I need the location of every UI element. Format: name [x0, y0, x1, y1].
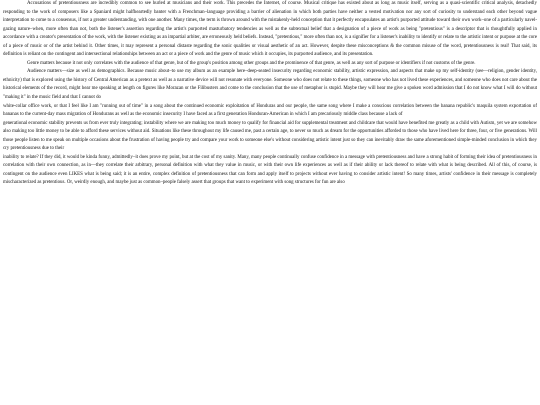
paragraph-pretentiousness-intro: Accusations of pretentiousness are incredibly common to see hurled at musicians and their work. This precedes the Internet, of course. Musical critique has existed about as long as music itself, serving as a quasi-scientific critical analysis, detachedly responding to the work of composers like a Spaniard might halfheartedly banter with a Frenchman–language providing a barrier of alienation in which both parties have neither a vested motivation nor any sort of curiosity to understand each other beyond vague interpretation to come to a consensus, if not a greater understanding, with one another. Many times, the term is thrown around with the mistakenly-held conception that it perfectly encapsulates an artist's purported attitude toward their own work–one of a particularly navel-gazing nature–when, more often than not, both the listener's assertion regarding the artist's purported masturbatory tendencies as well as the subtextual belief that a designation of a piece of work as being "pretentious" is a descriptor that is thoughtfully applied in accordance with a creator's presentation of the work, with the listener existing as an impartial arbiter, are erroneously held beliefs. Instead, "pretentious," more often than not, is a signifier for a listener's inability to identify or relate to the artistic intent or purpose at the core of a piece of music or of the artist behind it. Other times, it may represent a personal distaste regarding the sonic qualities or visual aesthetic of an act. However, despite these misconceptions & the common misuse of the word, pretentiousness is real! That said, its definition is reliant on the contingent and intersectional relationships between an act or a piece of work and the genre of music which it occupies, its purported audience, and its presentation.: [3, 1, 537, 58]
paragraph-inability-to-relate: inability to relate? If they did, it would be kinda funny, admittedly–it does prove my point, but at the cost of my sanity. Many, many people continually confuse confidence in a message with pretentiousness and have a strong habit of forming their idea of pretentiousness in correlation with their own connection, as in—they correlate their arbitrary, personal definition with what they value in music, or with their own life experiences as well as if their ability or lack thereof to relate with what is being described. All of this, of course, is contingent on the audience even LIKES what is being said; it is an entire, complex definition of pretentiousness that can form and apply itself to projects without ever having to consider artistic intent! So many times, artists' confidence in their message is completely mischaracterized as pretentious. Or, weirdly enough, and maybe just as common–people falsely assert that groups that want to experiment with song structures for fun are also: [3, 154, 537, 186]
paragraph-audience: Audience matters—size as well as demographics. Because music about–to use my album as an example here–deep-seated insecurity regarding economic stability, artistic expression, and aspects that make up my self-identity (see—religion, gender identity, ethnicity) that is explored using the history of Central American as a pretext as well as a narrative device will not resonate with everyone. Someone who does not relate to these things, someone who has not lived these experiences, and someone who does not care about the historical elements of the record, might hear me speaking at length on figures like Morazan or the Filibusters and come to the conclusion that the use of metaphor is stupid. Maybe they will hear me give a spoken word admission that I do not know what I will do without "making it" in the music field and that I cannot do: [3, 69, 537, 101]
paragraph-generational-stability: generational economic stability prevents us from ever truly integrating; instability where we are making too much money to qualify for financial aid for supplemental treatment and childcare that would have benefited me greatly as a child with Autism, yet we are somehow also making too little money to be able to afford these services without aid. Situations like these throughout my life caused me, past a certain age, to never so much as dream for the opportunities afforded to those who have lived here for three, four, or five generations. Will those people listen to me speak on multiple occasions about the frustration of having people try and compare your work to someone else's without considering artistic intent just so they can inevitably draw the same aforementioned simple-minded conclusion in which they cry pretentiousness due to their: [3, 120, 537, 152]
paragraph-genre: Genre matters because it not only correlates with the audience of that genre, but of the group's position among other groups and the prominence of that genre, as well as any sort of purpose or identifiers if not customs of the genre.: [27, 60, 476, 66]
paragraph-white-collar: white-collar office work, or that I feel like I am "running out of time" in a song about the continued economic exploitation of Honduras and our people, the same song where I make a conscious correlation between the banana republic's maquila system exportation of bananas to the current-day mass migration of Hondurans as well as the economic insecurity I have faced as a first generation Honduran-American in which I am precariously middle class because a lack of: [3, 103, 537, 118]
